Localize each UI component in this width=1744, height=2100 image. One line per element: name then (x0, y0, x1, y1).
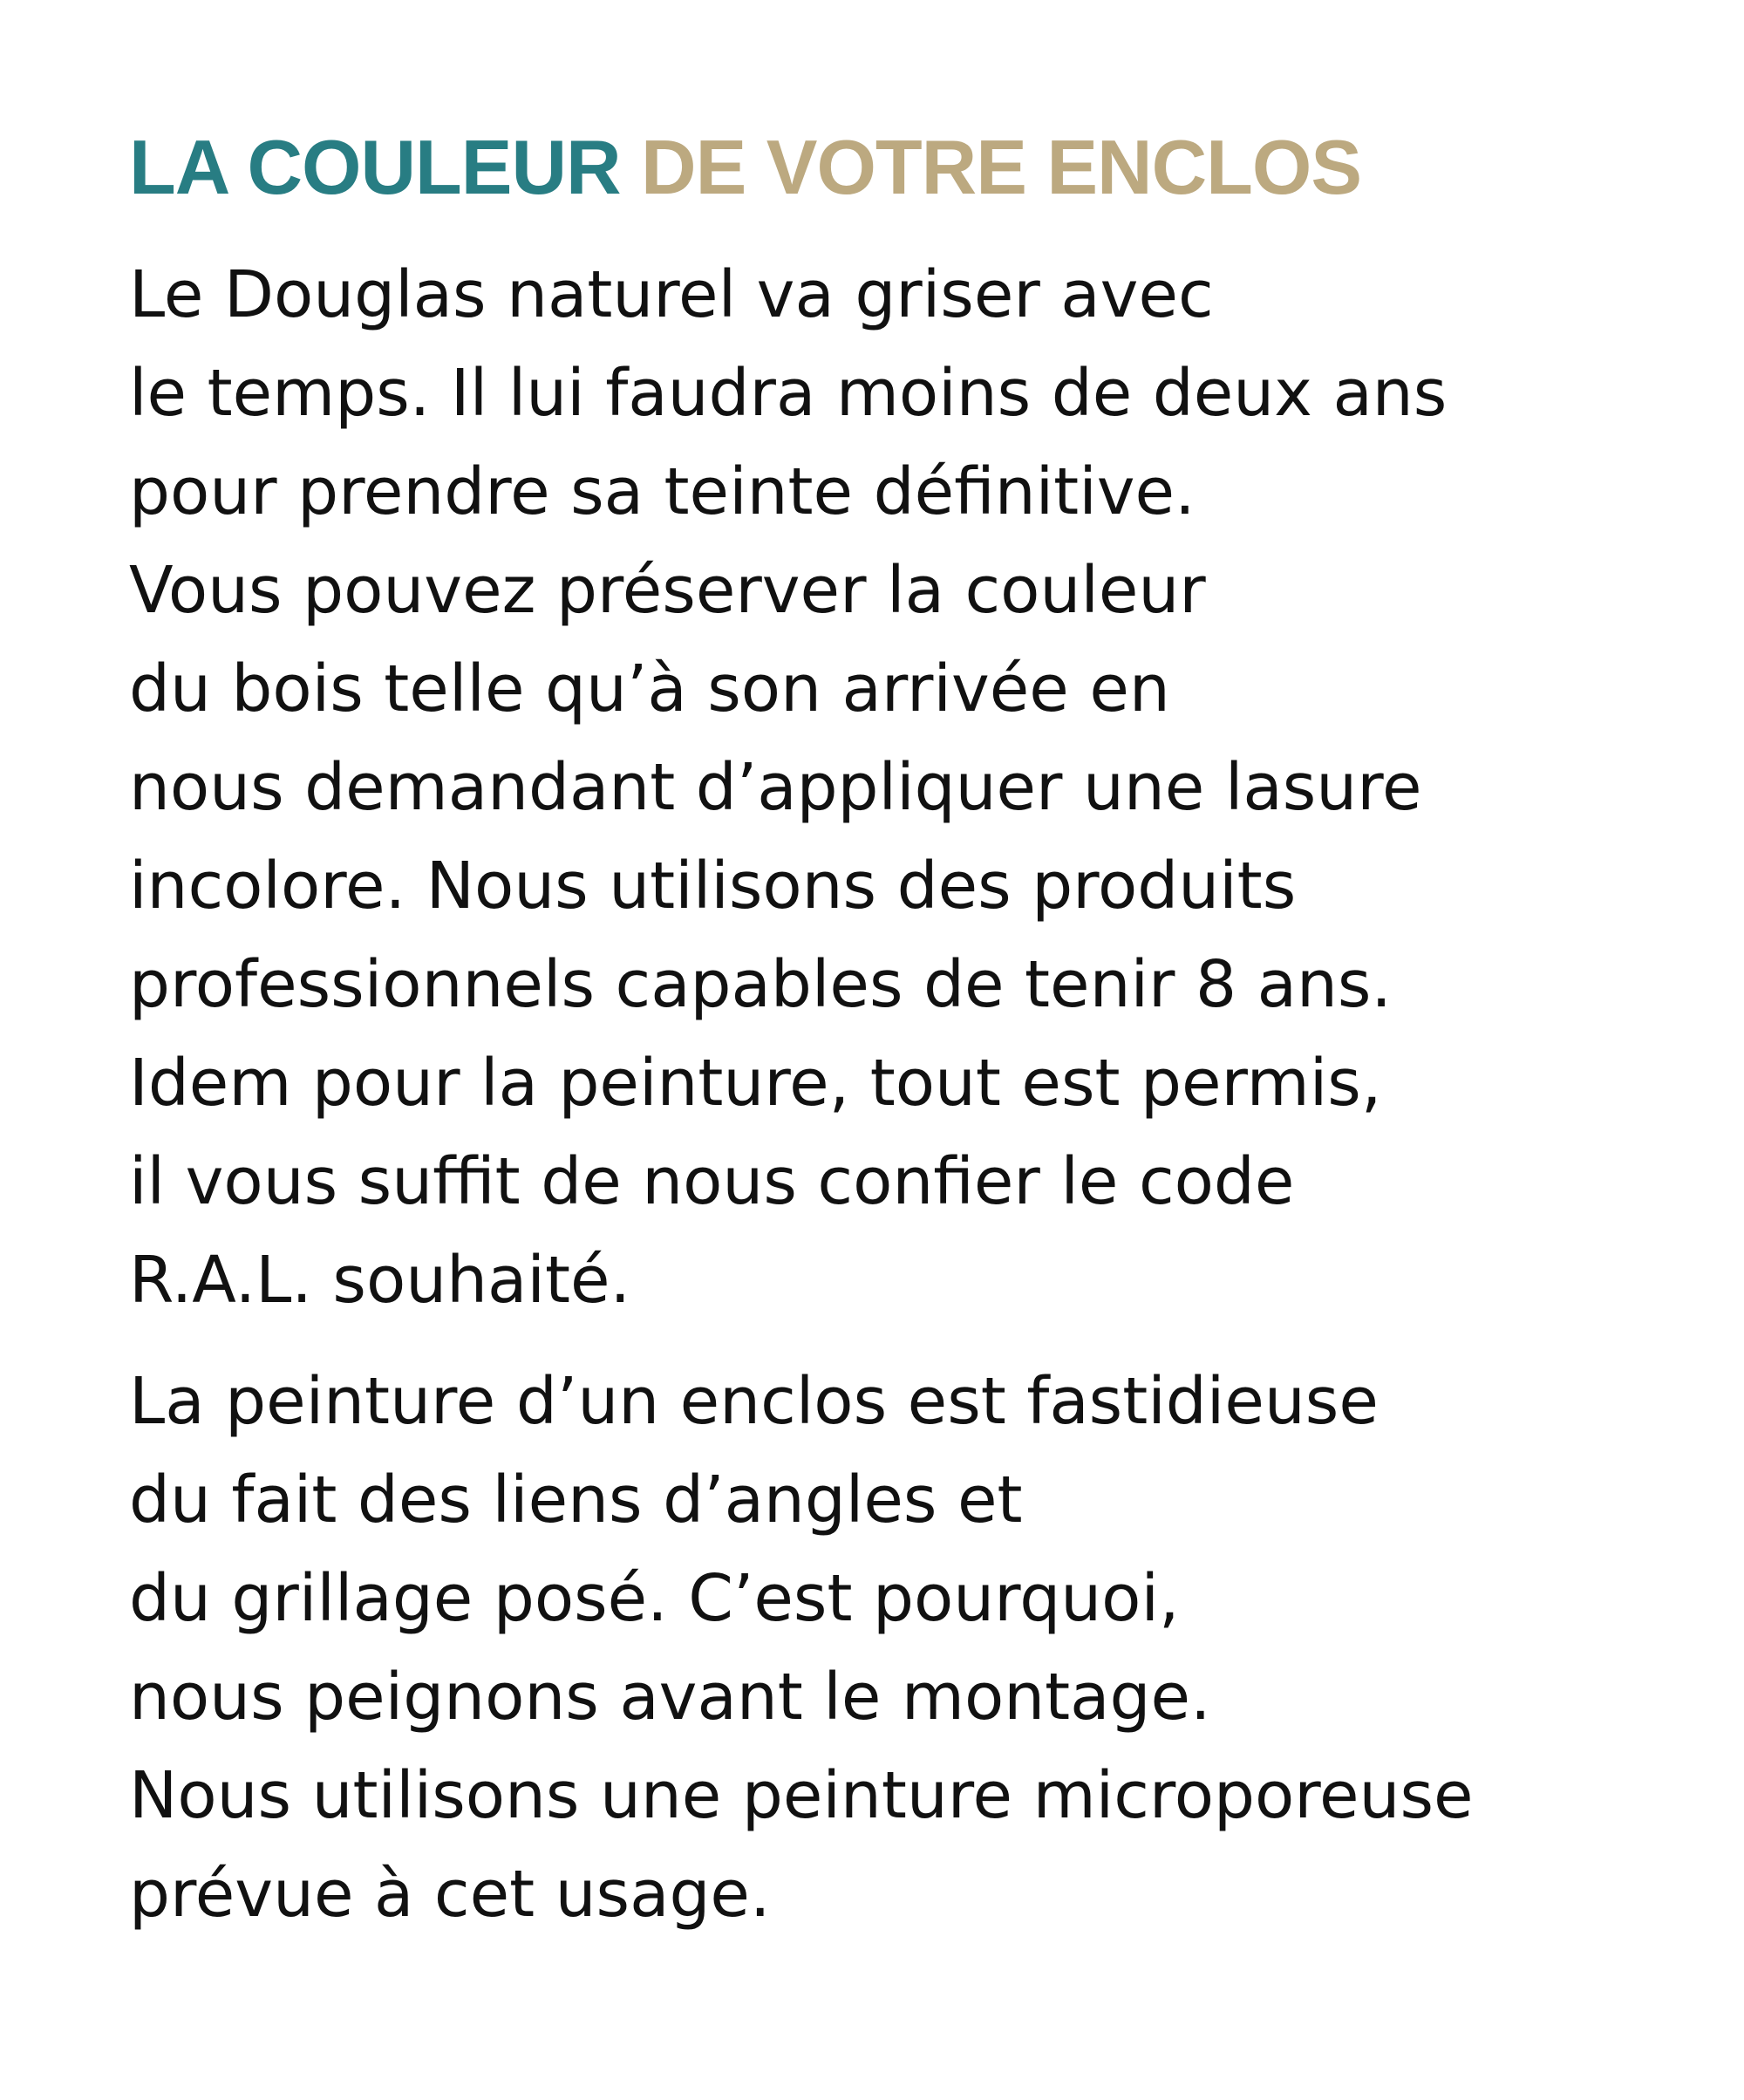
text-line: Nous utilisons une peinture microporeuse (129, 1758, 1474, 1833)
page-title (129, 122, 1361, 213)
text-line: professionnels capables de tenir 8 ans. (129, 947, 1392, 1022)
text-line: Le Douglas naturel va griser avec (129, 257, 1214, 332)
text-line: R.A.L. souhaité. (129, 1243, 631, 1318)
text-line: incolore. Nous utilisons des produits (129, 849, 1297, 924)
text-line: il vous suffit de nous confier le code (129, 1144, 1295, 1219)
text-line: du fait des liens d’angles et (129, 1462, 1023, 1538)
text-line: du bois telle qu’à son arrivée en (129, 651, 1170, 726)
text-line: nous demandant d’appliquer une lasure (129, 750, 1422, 825)
text-line: pour prendre sa teinte définitive. (129, 454, 1196, 529)
title-part-teal: LA COULEUR (129, 124, 621, 210)
paragraph-color-care (129, 246, 1447, 1330)
text-line: Vous pouvez préserver la couleur (129, 553, 1206, 628)
text-line: du grillage posé. C’est pourquoi, (129, 1561, 1180, 1636)
text-line: nous peignons avant le montage. (129, 1660, 1211, 1735)
paragraph-painting (129, 1353, 1474, 1944)
text-line: le temps. Il lui faudra moins de deux ans (129, 356, 1448, 431)
text-line: Idem pour la peinture, tout est permis, (129, 1046, 1382, 1121)
text-line: prévue à cet usage. (129, 1857, 771, 1932)
text-line: La peinture d’un enclos est fastidieuse (129, 1364, 1379, 1439)
title-part-gold: DE VOTRE ENCLOS (641, 124, 1362, 210)
